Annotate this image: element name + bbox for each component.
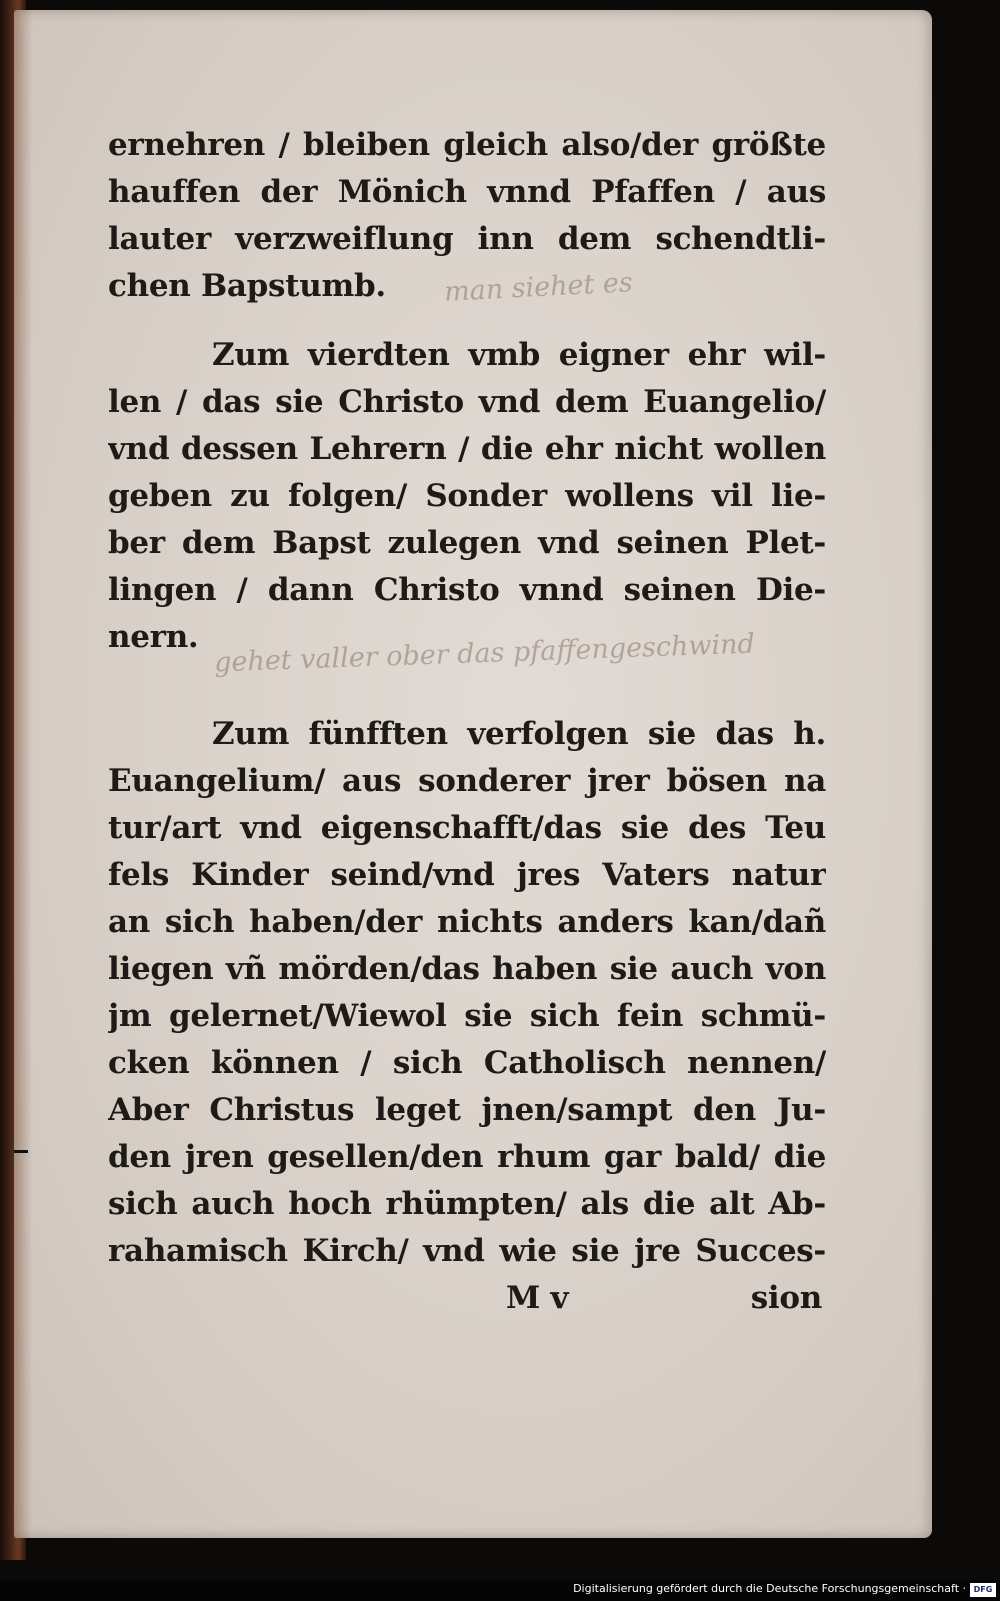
text-line: cken können / sich Catholisch nennen/: [108, 1045, 826, 1081]
handwritten-marginal-note: man siehet es: [443, 267, 634, 308]
text-line: vnd dessen Lehrern / die ehr nicht wollen: [108, 431, 826, 467]
text-line: len / das sie Christo vnd dem Euangelio/: [108, 384, 826, 420]
text-line: ber dem Bapst zulegen vnd seinen Plet-: [108, 525, 826, 561]
text-line: nern.: [108, 619, 199, 655]
text-line: Euangelium/ aus sonderer jrer bösen na: [108, 763, 826, 799]
paragraph-1: [108, 122, 826, 310]
text-line: chen Bapstumb.: [108, 268, 386, 304]
handwritten-marginal-note: gehet valler ober das pfaffengeschwind: [213, 628, 756, 679]
text-line: Aber Christus leget jnen/sampt den Ju-: [108, 1092, 826, 1128]
text-line: fels Kinder seind/vnd jres Vaters natur: [108, 857, 826, 893]
footer-bar: [0, 1580, 1000, 1601]
paragraph-2: [108, 332, 826, 661]
blackletter-text-block: [108, 122, 826, 1322]
text-line: Zum fünfften verfolgen sie das h.: [212, 716, 826, 752]
text-line: rahamisch Kirch/ vnd wie sie jre Succes-: [108, 1233, 826, 1269]
footer-credit: Digitalisierung gefördert durch die Deutsche Forschungsgemeinschaft ·: [573, 1582, 966, 1595]
text-line: hauffen der Mönich vnnd Pfaffen / aus: [108, 174, 826, 210]
text-line: lauter verzweiflung inn dem schendtli-: [108, 221, 826, 257]
signature-row: [108, 1275, 826, 1322]
text-line: den jren gesellen/den rhum gar bald/ die: [108, 1139, 826, 1175]
text-line: ernehren / bleiben gleich also/der größte: [108, 127, 826, 163]
text-line: lingen / dann Christo vnnd seinen Die-: [108, 572, 826, 608]
text-line: Zum vierdten vmb eigner ehr wil-: [212, 337, 826, 373]
text-line: jm gelernet/Wiewol sie sich fein schmü-: [108, 998, 826, 1034]
text-line: sich auch hoch rhümpten/ als die alt Ab-: [108, 1186, 826, 1222]
text-line: an sich haben/der nichts anders kan/dañ: [108, 904, 826, 940]
text-line: liegen vñ mörden/das haben sie auch von: [108, 951, 826, 987]
dfg-logo-icon: DFG: [970, 1583, 996, 1597]
catchword: sion: [750, 1280, 822, 1316]
paragraph-3: [108, 711, 826, 1275]
signature-mark: M v: [506, 1280, 569, 1316]
text-line: tur/art vnd eigenschafft/das sie des Teu: [108, 810, 826, 846]
book-page: [14, 10, 932, 1538]
text-line: geben zu folgen/ Sonder wollens vil lie-: [108, 478, 826, 514]
margin-tick-mark: [14, 1150, 28, 1153]
